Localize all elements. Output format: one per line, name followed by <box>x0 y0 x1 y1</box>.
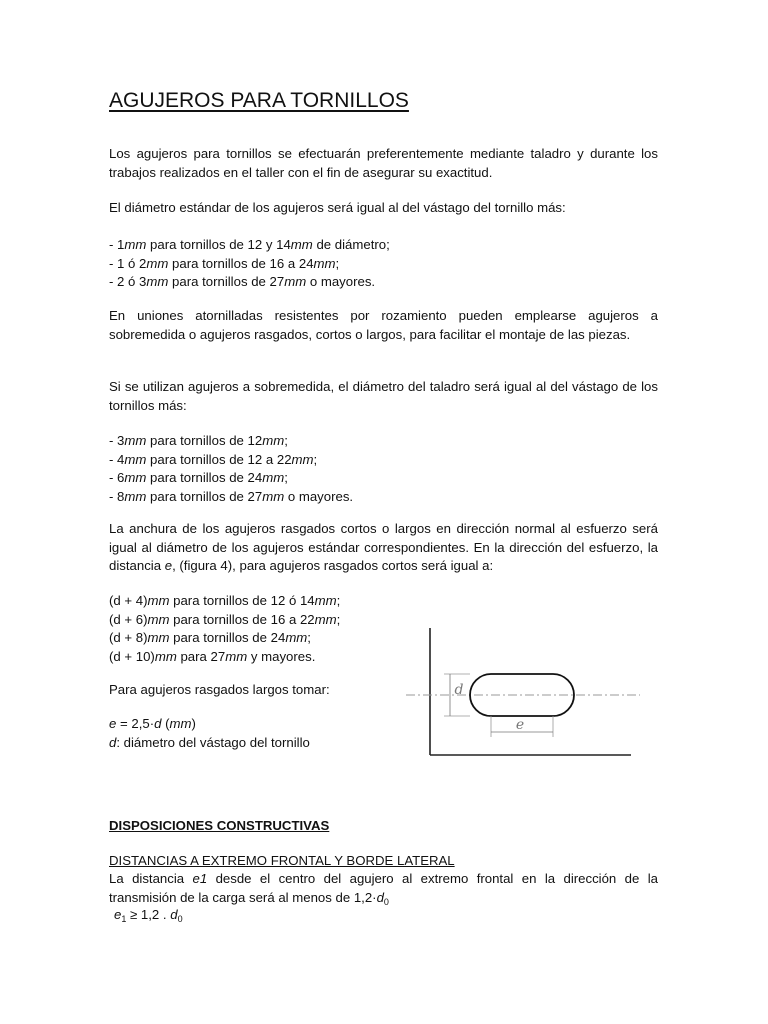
list-item: (d + 4)mm para tornillos de 12 ó 14mm; <box>109 593 341 608</box>
formula-e: e = 2,5·d (mm) <box>109 716 196 731</box>
list-item: - 4mm para tornillos de 12 a 22mm; <box>109 451 318 467</box>
list-item: - 1mm para tornillos de 12 y 14mm de diámetro; <box>109 237 390 252</box>
section-heading-dispositions: DISPOSICIONES CONSTRUCTIVAS <box>109 818 330 833</box>
paragraph-friction-joints: En uniones atornilladas resistentes por rozamiento pueden emplearse agujeros a sobremedida o agujeros rasgados, cortos o largos, para facilitar el montaje de las piezas. <box>109 308 658 342</box>
list-item: - 8mm para tornillos de 27mm o mayores. <box>109 488 354 504</box>
section-heading-distances: DISTANCIAS A EXTREMO FRONTAL Y BORDE LATERAL <box>109 853 455 868</box>
list-item: - 1 ó 2mm para tornillos de 16 a 24mm; <box>109 255 340 271</box>
list-item: - 6mm para tornillos de 24mm; <box>109 470 288 485</box>
slotted-hole-figure <box>400 622 645 762</box>
list-item: - 2 ó 3mm para tornillos de 27mm o mayores. <box>109 274 376 289</box>
paragraph-oversize: Si se utilizan agujeros a sobremedida, el diámetro del taladro será igual al del vástago de los tornillos más: <box>109 379 658 413</box>
formula-e1: $e_1 \ge 1,2$ . $d_0$ <box>114 907 183 924</box>
dim-d-label: d <box>454 682 464 698</box>
list-item: (d + 10)mm para 27mm y mayores. <box>109 648 316 664</box>
paragraph-edge-distance: La distancia e1 desde el centro del agujero al extremo frontal en la dirección de la transmisión de la carga será al menos de $1,2\cdot d_0$ <box>109 871 658 907</box>
dim-e-label: e <box>515 717 525 733</box>
list-item: - 3mm para tornillos de 12mm; <box>109 433 288 448</box>
definition-d: d: diámetro del vástago del tornillo <box>109 735 310 750</box>
list-item: (d + 6)mm para tornillos de 16 a 22mm; <box>109 611 341 627</box>
paragraph-long-slots: Para agujeros rasgados largos tomar: <box>109 682 330 697</box>
list-standard-holes <box>109 236 658 292</box>
list-item: (d + 8)mm para tornillos de 24mm; <box>109 630 311 645</box>
list-oversize-holes <box>109 432 658 506</box>
page-title: AGUJEROS PARA TORNILLOS <box>109 89 409 112</box>
paragraph-standard-diameter: El diámetro estándar de los agujeros será igual al del vástago del tornillo más: <box>109 200 566 215</box>
paragraph-drilling: Los agujeros para tornillos se efectuarán preferentemente mediante taladro y durante los trabajos realizados en el taller con el fin de asegurar su exactitud. <box>109 146 658 180</box>
paragraph-slotted-width: La anchura de los agujeros rasgados cortos o largos en dirección normal al esfuerzo será igual al diámetro de los agujeros estándar correspondientes. En la dirección del esfuerzo, la distancia e, (figura 4), para agujeros rasgados cortos será igual a: <box>109 521 658 573</box>
list-short-slots <box>109 592 409 666</box>
